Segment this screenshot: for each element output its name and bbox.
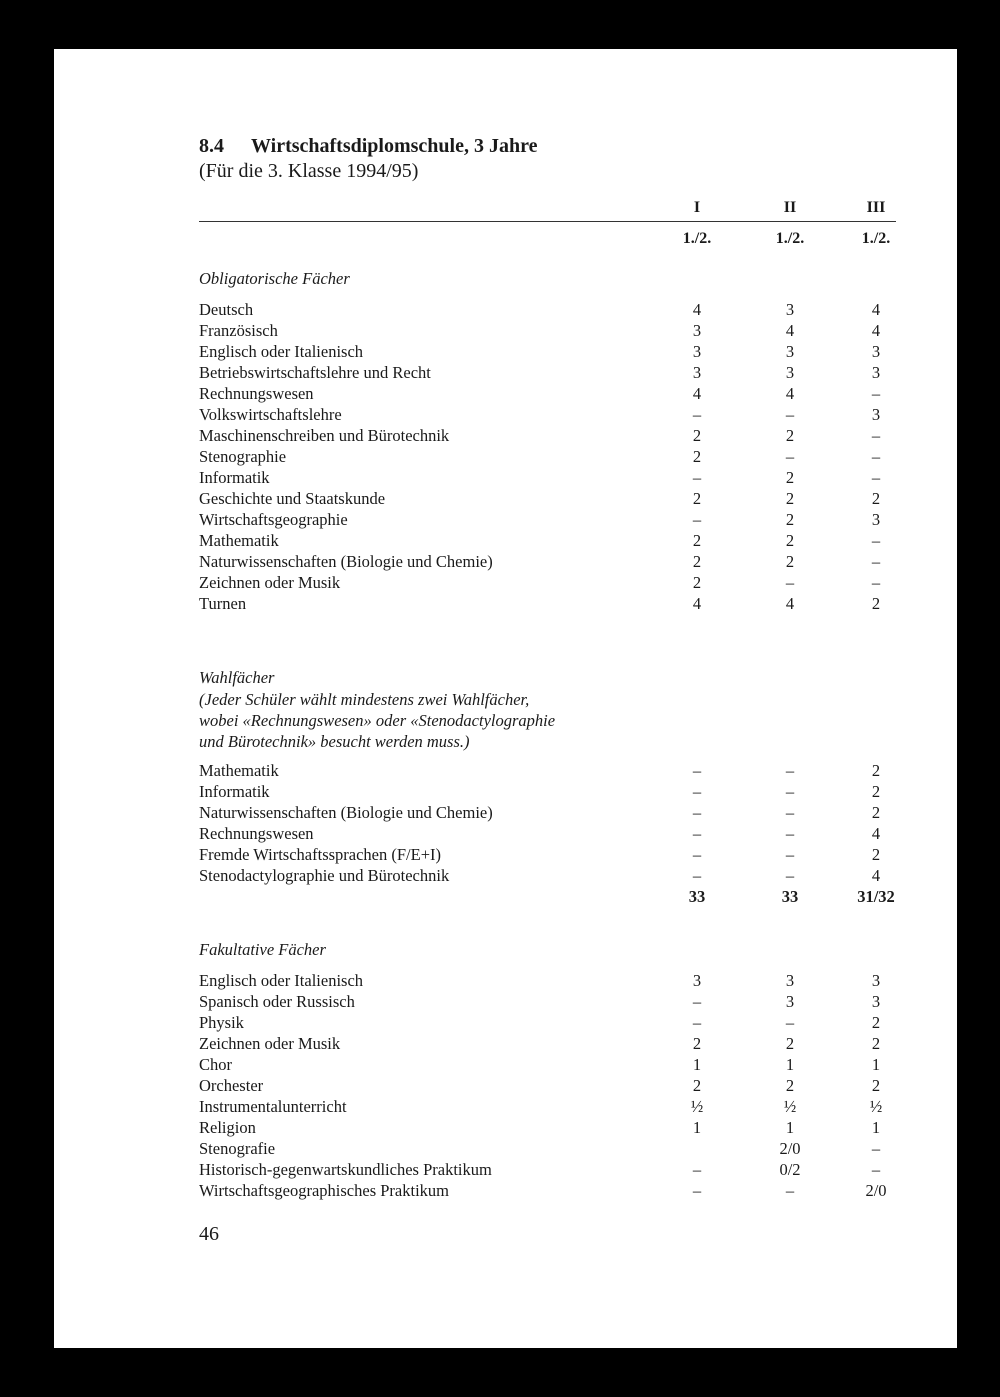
- lesson-count: 3: [871, 992, 881, 1011]
- table-row: [199, 1138, 896, 1159]
- column-year-2: II: [783, 199, 797, 216]
- lesson-count: –: [692, 1160, 702, 1179]
- lesson-count: 2: [785, 1076, 795, 1095]
- subject-name: Mathematik: [199, 761, 279, 780]
- subject-name: Rechnungswesen: [199, 824, 314, 843]
- lesson-count: 1: [692, 1055, 702, 1074]
- page-number: 46: [199, 1223, 219, 1245]
- lesson-count: 3: [785, 363, 795, 382]
- table-row: [199, 425, 896, 446]
- lesson-count: –: [785, 824, 795, 843]
- subject-name: Englisch oder Italienisch: [199, 971, 364, 990]
- total-value: 31/32: [857, 887, 895, 906]
- wahl-note-line: (Jeder Schüler wählt mindestens zwei Wahlfächer,: [199, 690, 530, 709]
- total-value: 33: [781, 887, 799, 906]
- lesson-count: 2: [871, 1034, 881, 1053]
- lesson-count: –: [871, 573, 881, 592]
- table-row: [199, 865, 896, 886]
- column-semester-2: 1./2.: [775, 230, 805, 247]
- table-row: [199, 488, 896, 509]
- lesson-count: 2: [692, 489, 702, 508]
- lesson-count: –: [692, 824, 702, 843]
- table-row: [199, 467, 896, 488]
- table-row: [199, 1096, 896, 1117]
- lesson-count: –: [692, 866, 702, 885]
- lesson-count: 2: [785, 531, 795, 550]
- table-row: [199, 341, 896, 362]
- lesson-count: –: [692, 405, 702, 424]
- lesson-count: 2: [692, 1034, 702, 1053]
- subject-name: Zeichnen oder Musik: [199, 573, 341, 592]
- header-rule: [199, 221, 896, 222]
- lesson-count: 3: [871, 363, 881, 382]
- lesson-count: –: [785, 782, 795, 801]
- lesson-count: 1: [692, 1118, 702, 1137]
- lesson-count: 3: [871, 510, 881, 529]
- section-heading: [199, 135, 538, 158]
- lesson-count: 3: [692, 971, 702, 990]
- fakultativ-label: Fakultative Fächer: [199, 940, 326, 959]
- subject-name: Naturwissenschaften (Biologie und Chemie): [199, 552, 493, 571]
- lesson-count: 4: [871, 866, 881, 885]
- lesson-count: –: [785, 573, 795, 592]
- subject-name: Rechnungswesen: [199, 384, 314, 403]
- lesson-count: –: [871, 552, 881, 571]
- lesson-count: 2: [692, 552, 702, 571]
- lesson-count: –: [785, 803, 795, 822]
- lesson-count: –: [692, 468, 702, 487]
- table-row: [199, 781, 896, 802]
- table-row: [199, 1117, 896, 1138]
- lesson-count: 2: [871, 1076, 881, 1095]
- lesson-count: 2: [871, 782, 881, 801]
- subject-name: Stenodactylographie und Bürotechnik: [199, 866, 450, 885]
- subject-name: Stenografie: [199, 1139, 276, 1158]
- lesson-count: –: [785, 1013, 795, 1032]
- table-row: [199, 844, 896, 865]
- table-row: [199, 572, 896, 593]
- lesson-count: –: [871, 1139, 881, 1158]
- lesson-count: 3: [871, 971, 881, 990]
- table-row: [199, 760, 896, 781]
- lesson-count: 2: [871, 594, 881, 613]
- lesson-count: 2: [692, 426, 702, 445]
- wahl-note-line: wobei «Rechnungswesen» oder «Stenodactylographie: [199, 711, 556, 730]
- wahl-label: Wahlfächer: [199, 668, 275, 687]
- subject-name: Maschinenschreiben und Bürotechnik: [199, 426, 450, 445]
- table-row: [199, 509, 896, 530]
- column-year-1: I: [693, 199, 701, 216]
- lesson-count: ½: [783, 1097, 797, 1116]
- subject-name: Mathematik: [199, 531, 279, 550]
- lesson-count: 1: [871, 1055, 881, 1074]
- lesson-count: –: [871, 531, 881, 550]
- total-value: 33: [688, 887, 706, 906]
- subject-name: Instrumentalunterricht: [199, 1097, 347, 1116]
- table-row: [199, 299, 896, 320]
- lesson-count: 4: [871, 321, 881, 340]
- lesson-count: 2: [871, 803, 881, 822]
- section-subtitle: (Für die 3. Klasse 1994/95): [199, 160, 419, 182]
- table-row: [199, 362, 896, 383]
- subject-name: Turnen: [199, 594, 247, 613]
- subject-name: Deutsch: [199, 300, 254, 319]
- table-row: [199, 802, 896, 823]
- lesson-count: 2: [785, 426, 795, 445]
- obligatorisch-label: Obligatorische Fächer: [199, 269, 350, 288]
- lesson-count: 2: [785, 489, 795, 508]
- subject-name: Orchester: [199, 1076, 264, 1095]
- lesson-count: 1: [785, 1055, 795, 1074]
- lesson-count: 0/2: [779, 1160, 801, 1179]
- lesson-count: 2/0: [779, 1139, 801, 1158]
- lesson-count: –: [692, 761, 702, 780]
- table-row: [199, 320, 896, 341]
- table-row: [199, 404, 896, 425]
- table-row: [199, 1180, 896, 1201]
- table-row: [199, 446, 896, 467]
- lesson-count: –: [785, 1181, 795, 1200]
- lesson-count: 2/0: [865, 1181, 887, 1200]
- lesson-count: 1: [785, 1118, 795, 1137]
- lesson-count: 4: [871, 300, 881, 319]
- lesson-count: 2: [692, 573, 702, 592]
- lesson-count: –: [785, 447, 795, 466]
- lesson-count: 2: [785, 510, 795, 529]
- subject-name: Volkswirtschaftslehre: [199, 405, 342, 424]
- lesson-count: –: [785, 866, 795, 885]
- lesson-count: 2: [785, 1034, 795, 1053]
- lesson-count: 2: [692, 1076, 702, 1095]
- lesson-count: –: [692, 782, 702, 801]
- lesson-count: 4: [871, 824, 881, 843]
- subject-name: Historisch-gegenwartskundliches Praktikum: [199, 1160, 492, 1179]
- lesson-count: 3: [692, 363, 702, 382]
- wahl-note-line: und Bürotechnik» besucht werden muss.): [199, 732, 470, 751]
- subject-name: Betriebswirtschaftslehre und Recht: [199, 363, 431, 382]
- lesson-count: –: [692, 992, 702, 1011]
- lesson-count: –: [692, 510, 702, 529]
- table-row: [199, 1054, 896, 1075]
- lesson-count: 4: [785, 594, 795, 613]
- lesson-count: 3: [871, 405, 881, 424]
- lesson-count: 3: [692, 321, 702, 340]
- lesson-count: 2: [692, 531, 702, 550]
- lesson-count: –: [871, 468, 881, 487]
- subject-name: Französisch: [199, 321, 278, 340]
- lesson-count: –: [785, 405, 795, 424]
- totals-row: [199, 886, 896, 907]
- table-row: [199, 530, 896, 551]
- lesson-count: ½: [690, 1097, 704, 1116]
- column-semester-3: 1./2.: [861, 230, 891, 247]
- subject-name: Wirtschaftsgeographisches Praktikum: [199, 1181, 449, 1200]
- lesson-count: –: [692, 1013, 702, 1032]
- subject-name: Naturwissenschaften (Biologie und Chemie): [199, 803, 493, 822]
- lesson-count: –: [692, 845, 702, 864]
- subject-name: Informatik: [199, 468, 270, 487]
- lesson-count: 2: [871, 761, 881, 780]
- lesson-count: –: [785, 761, 795, 780]
- lesson-count: 2: [785, 552, 795, 571]
- subject-name: Geschichte und Staatskunde: [199, 489, 386, 508]
- lesson-count: 4: [785, 384, 795, 403]
- lesson-count: 4: [692, 300, 702, 319]
- lesson-count: –: [871, 426, 881, 445]
- lesson-count: 3: [785, 342, 795, 361]
- section-number: 8.4: [199, 135, 224, 157]
- table-row: [199, 593, 896, 614]
- lesson-count: –: [785, 845, 795, 864]
- lesson-count: –: [692, 1181, 702, 1200]
- lesson-count: ½: [869, 1097, 883, 1116]
- lesson-count: 2: [692, 447, 702, 466]
- column-year-3: III: [866, 199, 886, 216]
- subject-name: Wirtschaftsgeographie: [199, 510, 348, 529]
- subject-name: Religion: [199, 1118, 256, 1137]
- lesson-count: 4: [692, 384, 702, 403]
- subject-name: Englisch oder Italienisch: [199, 342, 364, 361]
- subject-name: Spanisch oder Russisch: [199, 992, 355, 1011]
- lesson-count: –: [871, 384, 881, 403]
- subject-name: Physik: [199, 1013, 244, 1032]
- lesson-count: –: [871, 447, 881, 466]
- subject-name: Fremde Wirtschaftssprachen (F/E+I): [199, 845, 442, 864]
- lesson-count: 3: [785, 300, 795, 319]
- lesson-count: 3: [692, 342, 702, 361]
- document-page: [54, 49, 957, 1348]
- lesson-count: –: [871, 1160, 881, 1179]
- lesson-count: 2: [871, 845, 881, 864]
- table-row: [199, 551, 896, 572]
- column-semester-1: 1./2.: [682, 230, 712, 247]
- lesson-count: 2: [785, 468, 795, 487]
- table-row: [199, 823, 896, 844]
- table-row: [199, 1159, 896, 1180]
- table-row: [199, 1033, 896, 1054]
- lesson-count: 3: [785, 992, 795, 1011]
- table-row: [199, 383, 896, 404]
- section-title: Wirtschaftsdiplomschule, 3 Jahre: [251, 135, 538, 157]
- lesson-count: 3: [871, 342, 881, 361]
- lesson-count: 1: [871, 1118, 881, 1137]
- table-row: [199, 970, 896, 991]
- lesson-count: 3: [785, 971, 795, 990]
- lesson-count: 2: [871, 1013, 881, 1032]
- table-row: [199, 991, 896, 1012]
- lesson-count: –: [692, 803, 702, 822]
- subject-name: Chor: [199, 1055, 232, 1074]
- table-row: [199, 1012, 896, 1033]
- table-row: [199, 1075, 896, 1096]
- subject-name: Zeichnen oder Musik: [199, 1034, 341, 1053]
- lesson-count: 4: [692, 594, 702, 613]
- subject-name: Informatik: [199, 782, 270, 801]
- lesson-count: 2: [871, 489, 881, 508]
- subject-name: Stenographie: [199, 447, 287, 466]
- lesson-count: 4: [785, 321, 795, 340]
